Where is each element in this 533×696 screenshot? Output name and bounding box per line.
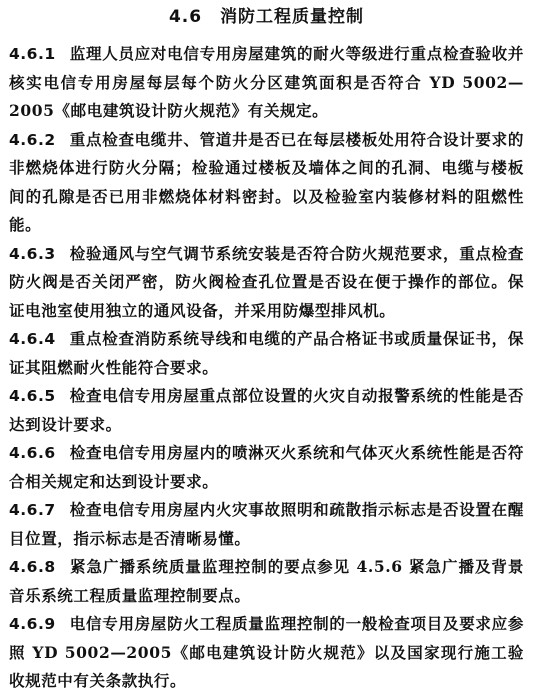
clause-text: 检查电信专用房屋重点部位设置的火灾自动报警系统的性能是否达到设计要求。 [9,386,524,434]
clause-4-6-7 [9,496,524,553]
clause-4-6-4 [9,325,524,382]
clause-4-6-3 [9,240,524,326]
clause-number: 4.6.1 [9,45,56,63]
clause-4-6-5 [9,382,524,439]
clause-text: 电信专用房屋防火工程质量监理控制的一般检查项目及要求应参照 YD 5002—2005《邮电建筑设计防火规范》以及国家现行施工验收规范中有关条款执行。 [9,614,524,690]
clause-number: 4.6.3 [9,244,56,263]
clause-number: 4.6.6 [9,444,56,462]
clause-text: 检验通风与空气调节系统安装是否符合防火规范要求，重点检查防火阀是否关闭严密，防火阀检查孔位置是否设在便于操作的部位。保证电池室使用独立的通风设备，并采用防爆型排风机。 [9,243,524,320]
clause-4-6-9 [9,610,524,696]
clause-4-6-6 [9,439,524,496]
clause-4-6-1 [9,40,524,126]
clause-number: 4.6.9 [9,615,56,633]
clause-text: 重点检查消防系统导线和电缆的产品合格证书或质量保证书，保证其阻燃耐火性能符合要求。 [9,329,524,377]
clause-text: 监理人员应对电信专用房屋建筑的耐火等级进行重点检查验收并核实电信专用房屋每层每个防火分区建筑面积是否符合 YD 5002—2005《邮电建筑设计防火规范》有关规定。 [9,44,524,120]
clause-text: 紧急广播系统质量监理控制的要点参见 4.5.6 紧急广播及背景音乐系统工程质量监理控制要点。 [9,557,524,605]
clause-text: 检查电信专用房屋内火灾事故照明和疏散指示标志是否设置在醒目位置，指示标志是否清晰易懂。 [9,500,524,548]
section-heading [9,6,524,28]
clause-number: 4.6.8 [9,558,56,576]
clause-number: 4.6.7 [9,501,56,519]
clause-number: 4.6.4 [9,330,56,348]
clause-4-6-2 [9,126,524,240]
section-title: 消防工程质量控制 [220,7,365,27]
clause-text: 检查电信专用房屋内的喷淋灭火系统和气体灭火系统性能是否符合相关规定和达到设计要求。 [9,443,524,491]
clause-number: 4.6.2 [9,130,56,149]
clause-text: 重点检查电缆井、管道井是否已在每层楼板处用符合设计要求的非燃烧体进行防火分隔；检验通过楼板及墙体之间的孔洞、电缆与楼板间的孔隙是否已用非燃烧体材料密封。以及检验室内装修材料的阻燃性能。 [9,129,524,234]
section-number: 4.6 [168,7,203,27]
clause-4-6-8 [9,553,524,610]
clause-number: 4.6.5 [9,387,56,405]
